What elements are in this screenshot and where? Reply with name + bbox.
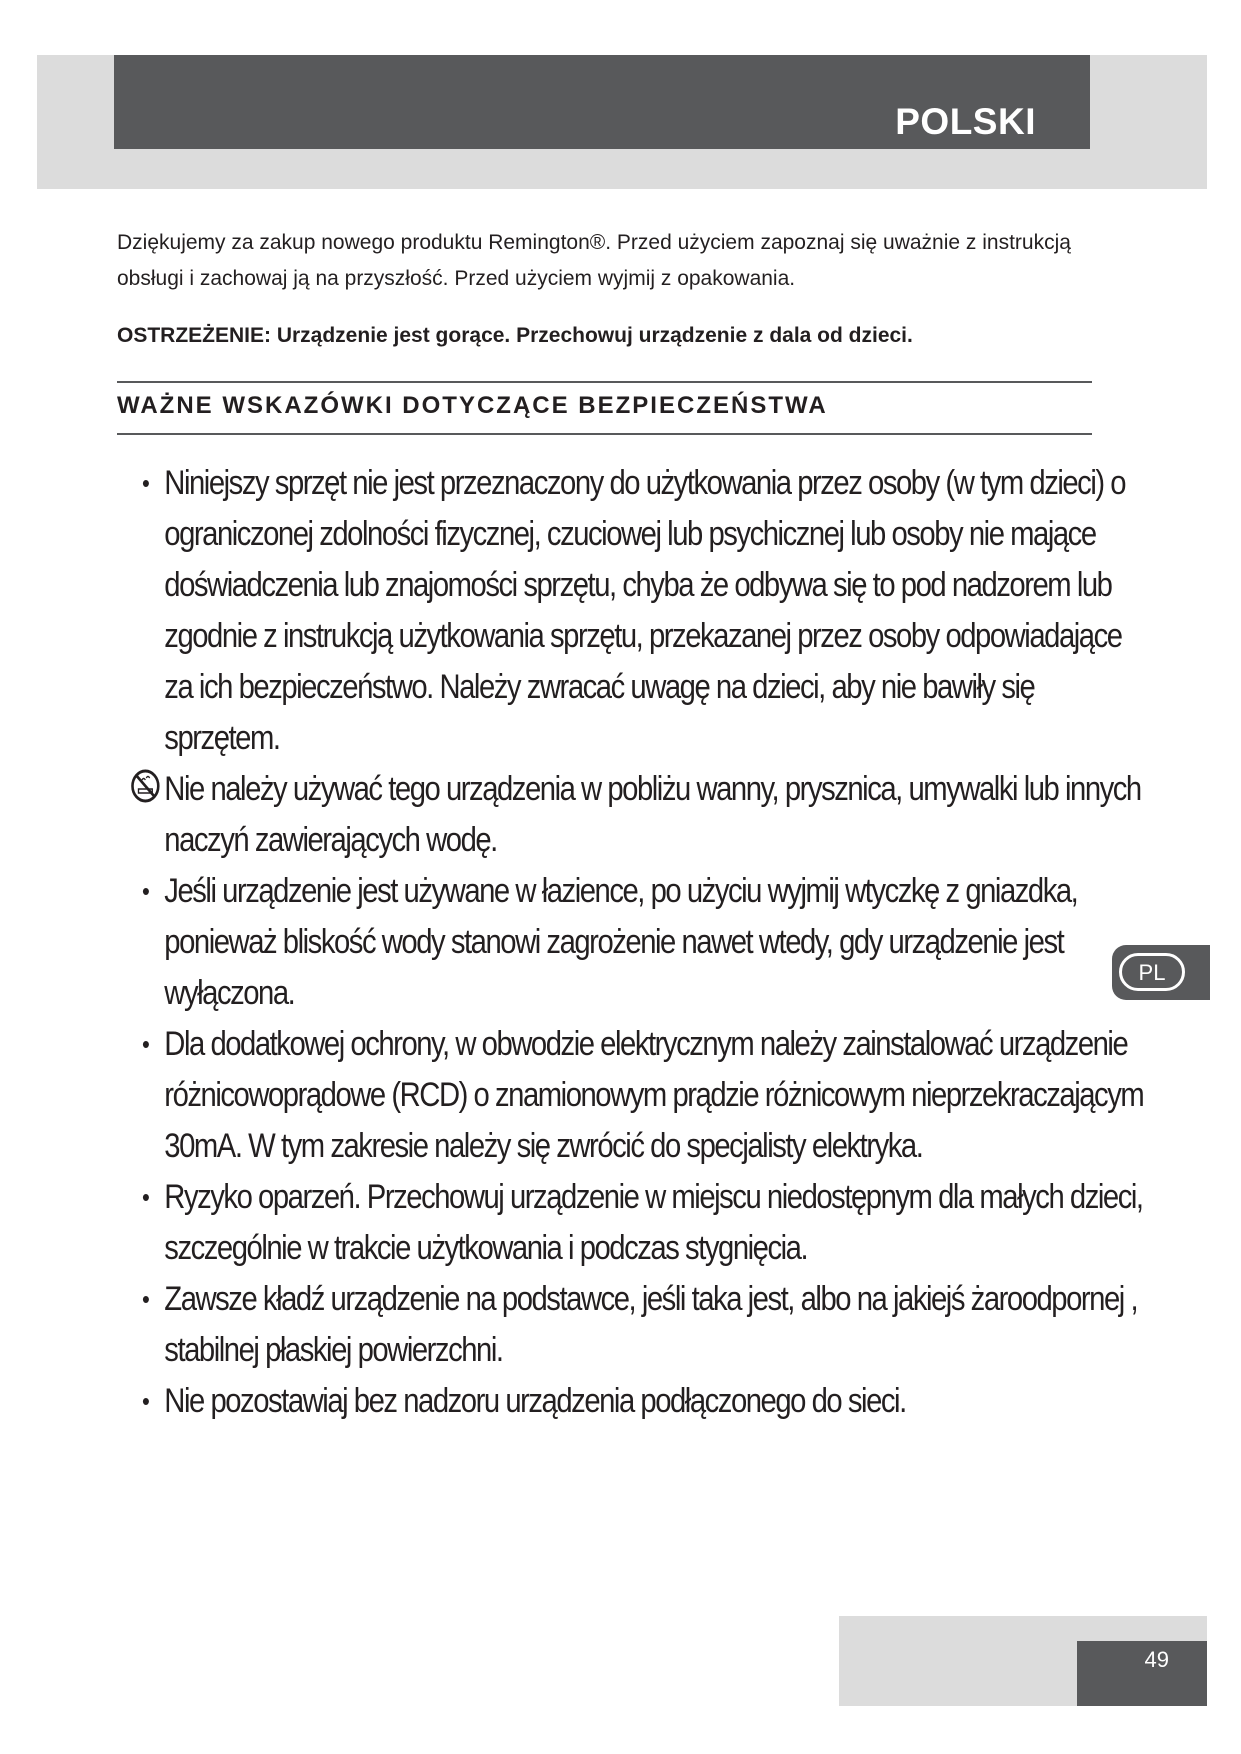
list-item [117, 1274, 1145, 1376]
list-item-text: Nie pozostawiaj bez nadzoru urządzenia podłączonego do sieci. [164, 1382, 906, 1420]
bullet-icon: • [141, 1284, 149, 1314]
bullet-icon: • [141, 1029, 149, 1059]
list-item-text: Zawsze kładź urządzenie na podstawce, jeśli taka jest, albo na jakiejś żaroodpornej , stabilnej płaskiej powierzchni. [164, 1280, 1138, 1369]
list-item-text: Nie należy używać tego urządzenia w pobliżu wanny, prysznica, umywalki lub innych naczyń zawierających wodę. [164, 770, 1141, 859]
bullet-icon: • [141, 876, 149, 906]
list-item [117, 1376, 1145, 1427]
bullet-icon: • [141, 468, 149, 498]
list-item [117, 866, 1145, 1019]
bullet-icon: • [141, 1386, 149, 1416]
list-item [117, 764, 1145, 866]
header-bar [114, 55, 1090, 149]
list-item [117, 1019, 1145, 1172]
language-title: POLSKI [895, 101, 1036, 142]
list-item [117, 1172, 1145, 1274]
language-badge-label: PL [1138, 960, 1166, 985]
safety-list [117, 458, 1144, 1427]
list-item-text: Jeśli urządzenie jest używane w łazience, po użyciu wyjmij wtyczkę z gniazdka, ponieważ bliskość wody stanowi zagrożenie nawet wtedy, gdy urządzenie jest wyłączona. [164, 872, 1078, 1012]
no-water-icon [130, 768, 161, 804]
heading-rule-bottom [117, 433, 1092, 435]
language-side-tab [1112, 945, 1210, 1000]
language-badge [1119, 953, 1185, 991]
heading-rule-top [117, 381, 1092, 383]
intro-text: Dziękujemy za zakup nowego produktu Remington®. Przed użyciem zapoznaj się uważnie z instrukcją obsługi i zachowaj ją na przyszłość. Przed użyciem wyjmij z opakowania. [117, 231, 1071, 290]
footer-bar [1077, 1641, 1207, 1706]
footer-band [839, 1616, 1207, 1706]
section-heading: WAŻNE WSKAZÓWKI DOTYCZĄCE BEZPIECZEŃSTWA [117, 392, 828, 419]
warning-text: OSTRZEŻENIE: Urządzenie jest gorące. Przechowuj urządzenie z dala od dzieci. [117, 324, 913, 347]
header-band [37, 55, 1207, 189]
list-item [117, 458, 1145, 764]
bullet-icon: • [141, 1182, 149, 1212]
list-item-text: Dla dodatkowej ochrony, w obwodzie elektrycznym należy zainstalować urządzenie różnicowoprądowe (RCD) o znamionowym prądzie różnicowym nieprzekraczającym 30mA. W tym zakresie należy się zwrócić do specjalisty elektryka. [164, 1025, 1144, 1165]
list-item-text: Ryzyko oparzeń. Przechowuj urządzenie w miejscu niedostępnym dla małych dzieci, szczególnie w trakcie użytkowania i podczas stygnięcia. [164, 1178, 1143, 1267]
list-item-text: Niniejszy sprzęt nie jest przeznaczony do użytkowania przez osoby (w tym dzieci) o ograniczonej zdolności fizycznej, czuciowej lub psychicznej lub osoby nie mające doświadczenia lub znajomości sprzętu, chyba że odbywa się to pod nadzorem lub zgodnie z instrukcją użytkowania sprzętu, przekazanej przez osoby odpowiadające za ich bezpieczeństwo. Należy zwracać uwagę na dzieci, aby nie bawiły się sprzętem. [164, 464, 1126, 757]
page-number: 49 [1144, 1647, 1169, 1672]
